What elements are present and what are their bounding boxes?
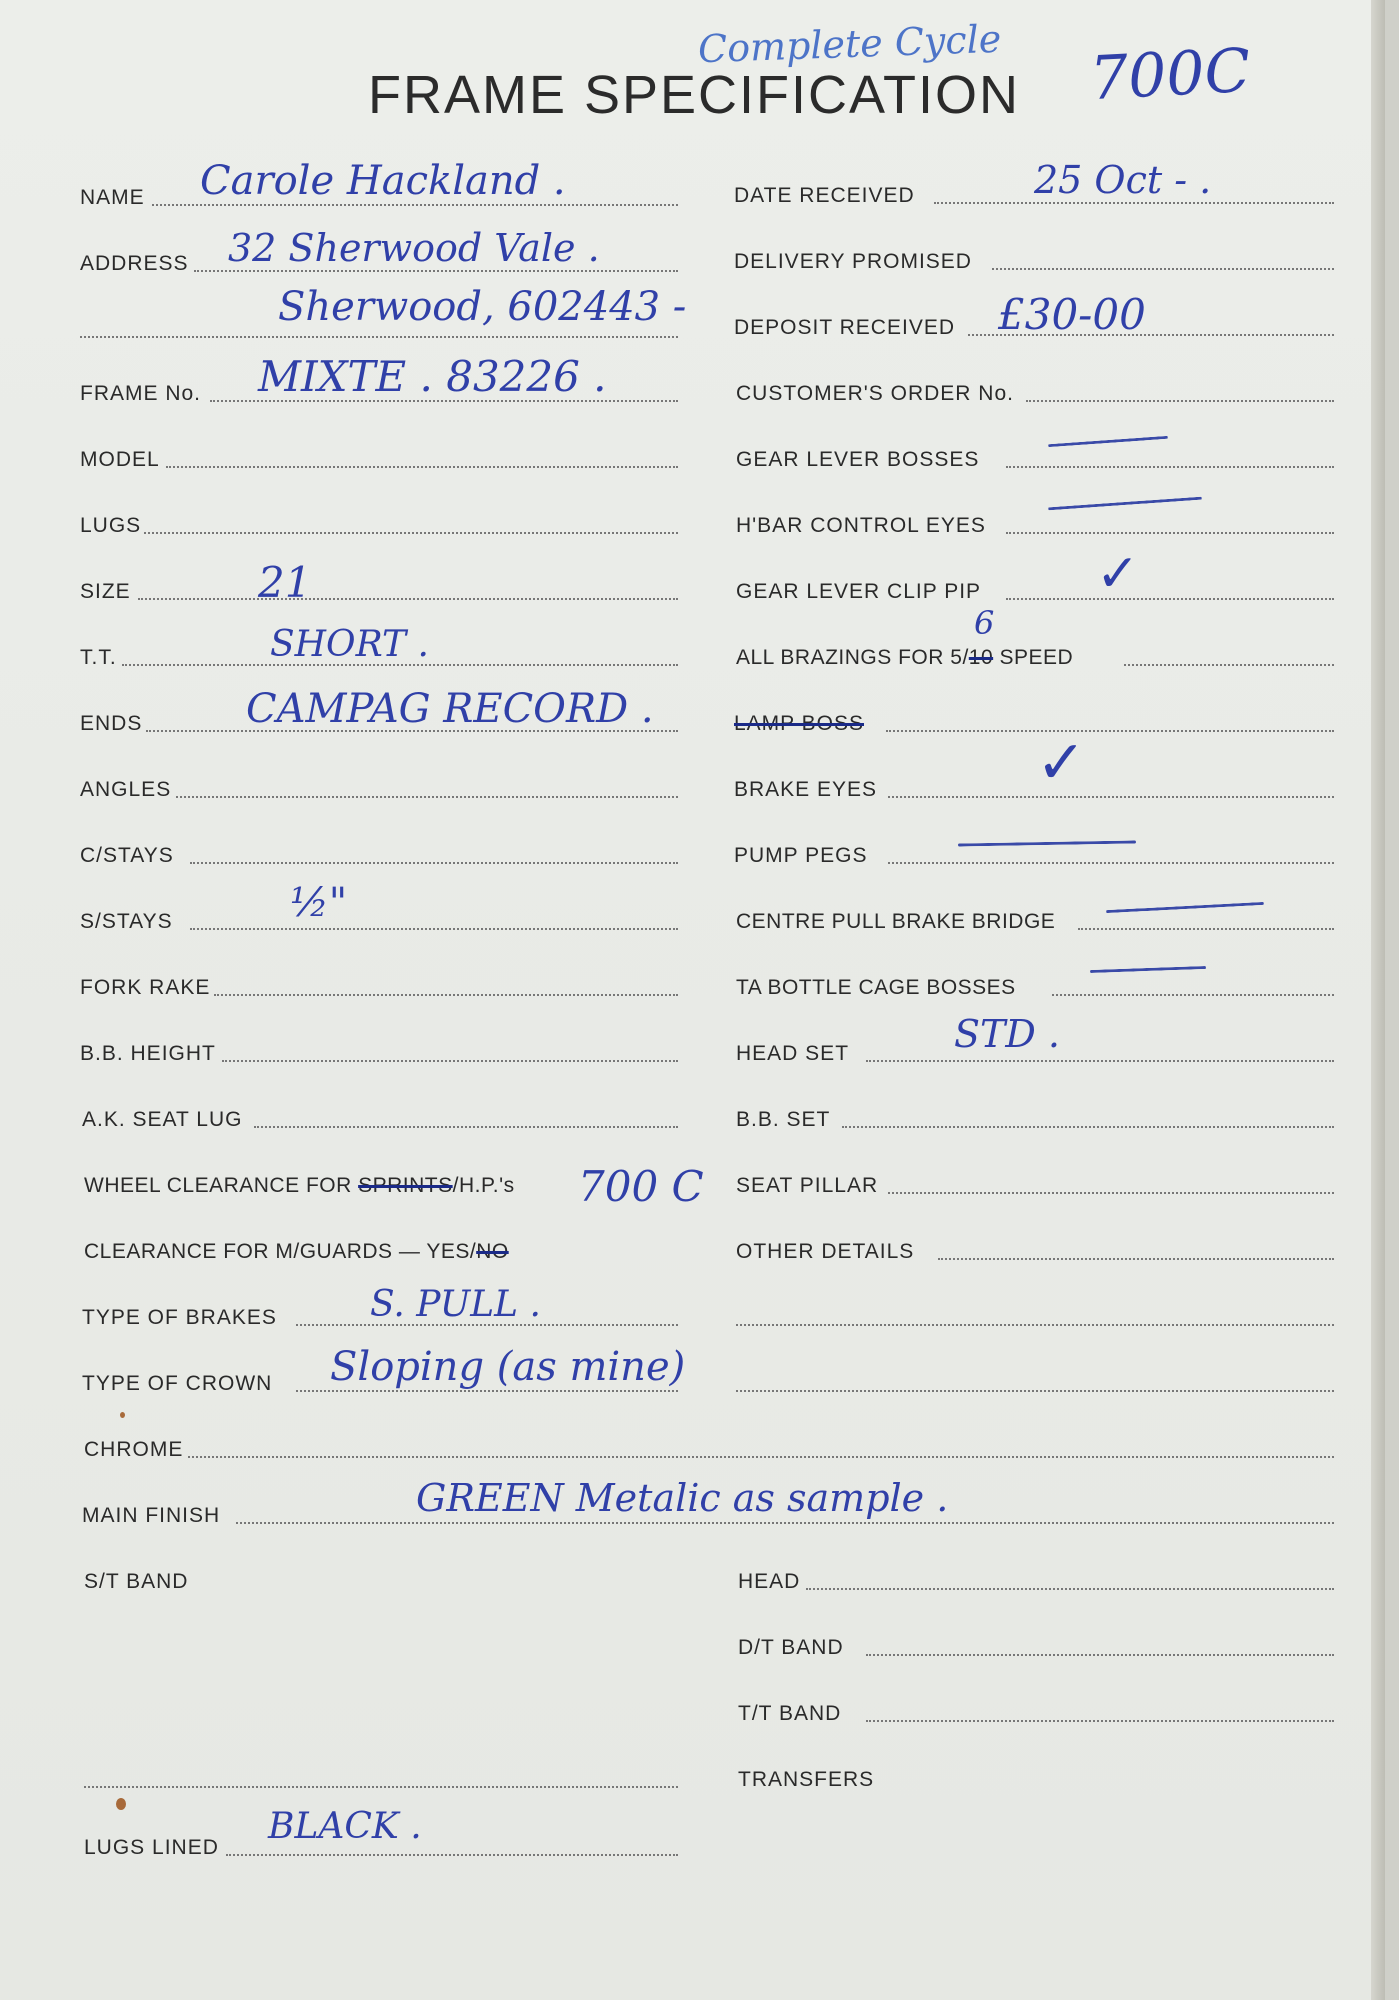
delivery-line [992, 268, 1334, 270]
stain-mark-3 [1388, 1180, 1396, 1202]
main-finish-line [236, 1522, 1334, 1524]
bb-set-line [842, 1126, 1334, 1128]
lugs-line [144, 532, 678, 534]
clip-pip-line [1006, 598, 1334, 600]
gear-bosses-dash [1048, 436, 1168, 447]
size-line [138, 598, 678, 600]
cstays-label: C/STAYS [80, 844, 174, 867]
ak-seat-lug-line [254, 1126, 678, 1128]
pump-pegs-line [888, 862, 1334, 864]
lamp-boss-label: LAMP BOSS [734, 712, 864, 735]
hbar-eyes-line [1006, 532, 1334, 534]
main-finish-value: GREEN Metalic as sample . [416, 1476, 949, 1520]
bb-set-label: B.B. SET [736, 1108, 831, 1131]
chrome-label: CHROME [84, 1438, 184, 1461]
stain-mark-2 [120, 1412, 125, 1418]
address-value-1: 32 Sherwood Vale . [228, 226, 600, 270]
annotation-complete-cycle: Complete Cycle [697, 16, 1002, 72]
brazings-value: 6 [974, 604, 995, 642]
model-line [166, 466, 678, 468]
ends-label: ENDS [80, 712, 143, 735]
clip-pip-checkmark: ✓ [1096, 544, 1140, 604]
lugs-lined-line [226, 1854, 678, 1856]
gear-bosses-line [1006, 466, 1334, 468]
seat-pillar-line [888, 1192, 1334, 1194]
tt-value: SHORT . [270, 624, 429, 665]
lugs-lined-label: LUGS LINED [84, 1836, 219, 1859]
deposit-value: £30-00 [998, 290, 1146, 339]
angles-label: ANGLES [80, 778, 172, 801]
head-set-value: STD . [954, 1012, 1061, 1056]
annotation-700c: 700C [1088, 35, 1253, 115]
sstays-line [190, 928, 678, 930]
ta-bosses-dash [1090, 966, 1206, 973]
name-line [152, 204, 678, 206]
ta-bosses-line [1052, 994, 1334, 996]
chrome-line [188, 1456, 1334, 1458]
other-details-line-3 [736, 1390, 1334, 1392]
size-value: 21 [258, 558, 312, 607]
cp-bridge-line [1078, 928, 1334, 930]
address-label: ADDRESS [80, 252, 189, 275]
frame-no-label: FRAME No. [80, 382, 202, 405]
mguards-label: CLEARANCE FOR M/GUARDS — YES/NO [84, 1240, 509, 1263]
date-received-line [934, 202, 1334, 204]
date-received-value: 25 Oct - . [1034, 158, 1212, 202]
lugs-lined-value: BLACK . [268, 1806, 422, 1847]
other-details-label: OTHER DETAILS [736, 1240, 915, 1263]
bb-height-line [222, 1060, 678, 1062]
brakes-value: S. PULL . [370, 1284, 541, 1325]
head-set-label: HEAD SET [736, 1042, 850, 1065]
sstays-label: S/STAYS [80, 910, 173, 933]
stain-mark [116, 1798, 126, 1810]
crown-line [296, 1390, 678, 1392]
order-no-label: CUSTOMER'S ORDER No. [736, 382, 1014, 405]
other-details-line-2 [736, 1324, 1334, 1326]
wheel-clearance-label: WHEEL CLEARANCE FOR SPRINTS/H.P.'s [84, 1174, 515, 1197]
name-label: NAME [80, 186, 145, 209]
cp-bridge-label: CENTRE PULL BRAKE BRIDGE [736, 910, 1056, 933]
delivery-label: DELIVERY PROMISED [734, 250, 972, 273]
address-line [194, 270, 678, 272]
ten-struck: 10 [968, 646, 994, 669]
page-edge [1371, 0, 1385, 2000]
name-value: Carole Hackland . [200, 158, 566, 204]
st-band-label: S/T BAND [84, 1570, 189, 1593]
address-value-2: Sherwood, 602443 - [278, 284, 687, 330]
tt-band-label: T/T BAND [738, 1702, 842, 1725]
hbar-eyes-dash [1048, 497, 1202, 511]
crown-value: Sloping (as mine) [330, 1344, 686, 1390]
size-label: SIZE [80, 580, 131, 603]
clip-pip-label: GEAR LEVER CLIP PIP [736, 580, 982, 603]
address-line-2 [80, 336, 678, 338]
head-label: HEAD [738, 1570, 801, 1593]
dt-band-label: D/T BAND [738, 1636, 844, 1659]
cstays-line [190, 862, 678, 864]
hbar-eyes-label: H'BAR CONTROL EYES [736, 514, 986, 537]
ak-seat-lug-label: A.K. SEAT LUG [82, 1108, 243, 1131]
fork-rake-line [214, 994, 678, 996]
order-no-line [1026, 400, 1334, 402]
head-set-line [866, 1060, 1334, 1062]
sstays-value: ½" [290, 880, 348, 926]
lugs-label: LUGS [80, 514, 142, 537]
other-details-line [938, 1258, 1334, 1260]
wheel-clearance-value: 700 C [578, 1162, 704, 1211]
ta-bosses-label: TA BOTTLE CAGE BOSSES [736, 976, 1016, 999]
model-label: MODEL [80, 448, 160, 471]
bb-height-label: B.B. HEIGHT [80, 1042, 216, 1065]
st-band-line [84, 1786, 678, 1788]
no-struck: NO [476, 1240, 509, 1263]
angles-line [176, 796, 678, 798]
seat-pillar-label: SEAT PILLAR [736, 1174, 879, 1197]
tt-label: T.T. [80, 646, 117, 669]
crown-label: TYPE OF CROWN [82, 1372, 273, 1395]
sprints-struck: SPRINTS [358, 1174, 453, 1197]
brake-eyes-checkmark: ✓ [1036, 728, 1087, 798]
brakes-label: TYPE OF BRAKES [82, 1306, 277, 1329]
form-title: FRAME SPECIFICATION [368, 65, 1021, 125]
deposit-label: DEPOSIT RECEIVED [734, 316, 955, 339]
cp-bridge-dash [1106, 902, 1264, 913]
gear-bosses-label: GEAR LEVER BOSSES [736, 448, 980, 471]
tt-band-line [866, 1720, 1334, 1722]
main-finish-label: MAIN FINISH [82, 1504, 221, 1527]
brazings-label: ALL BRAZINGS FOR 5/10 SPEED [736, 646, 1074, 669]
transfers-label: TRANSFERS [738, 1768, 875, 1791]
date-received-label: DATE RECEIVED [734, 184, 915, 207]
ends-value: CAMPAG RECORD . [246, 686, 654, 732]
brake-eyes-label: BRAKE EYES [734, 778, 878, 801]
brake-eyes-line [888, 796, 1334, 798]
fork-rake-label: FORK RAKE [80, 976, 211, 999]
head-line [806, 1588, 1334, 1590]
brazings-line [1124, 664, 1334, 666]
lamp-boss-line [886, 730, 1334, 732]
pump-pegs-label: PUMP PEGS [734, 844, 868, 867]
frame-no-value: MIXTE . 83226 . [258, 352, 607, 401]
pump-pegs-dash [958, 840, 1136, 846]
dt-band-line [866, 1654, 1334, 1656]
